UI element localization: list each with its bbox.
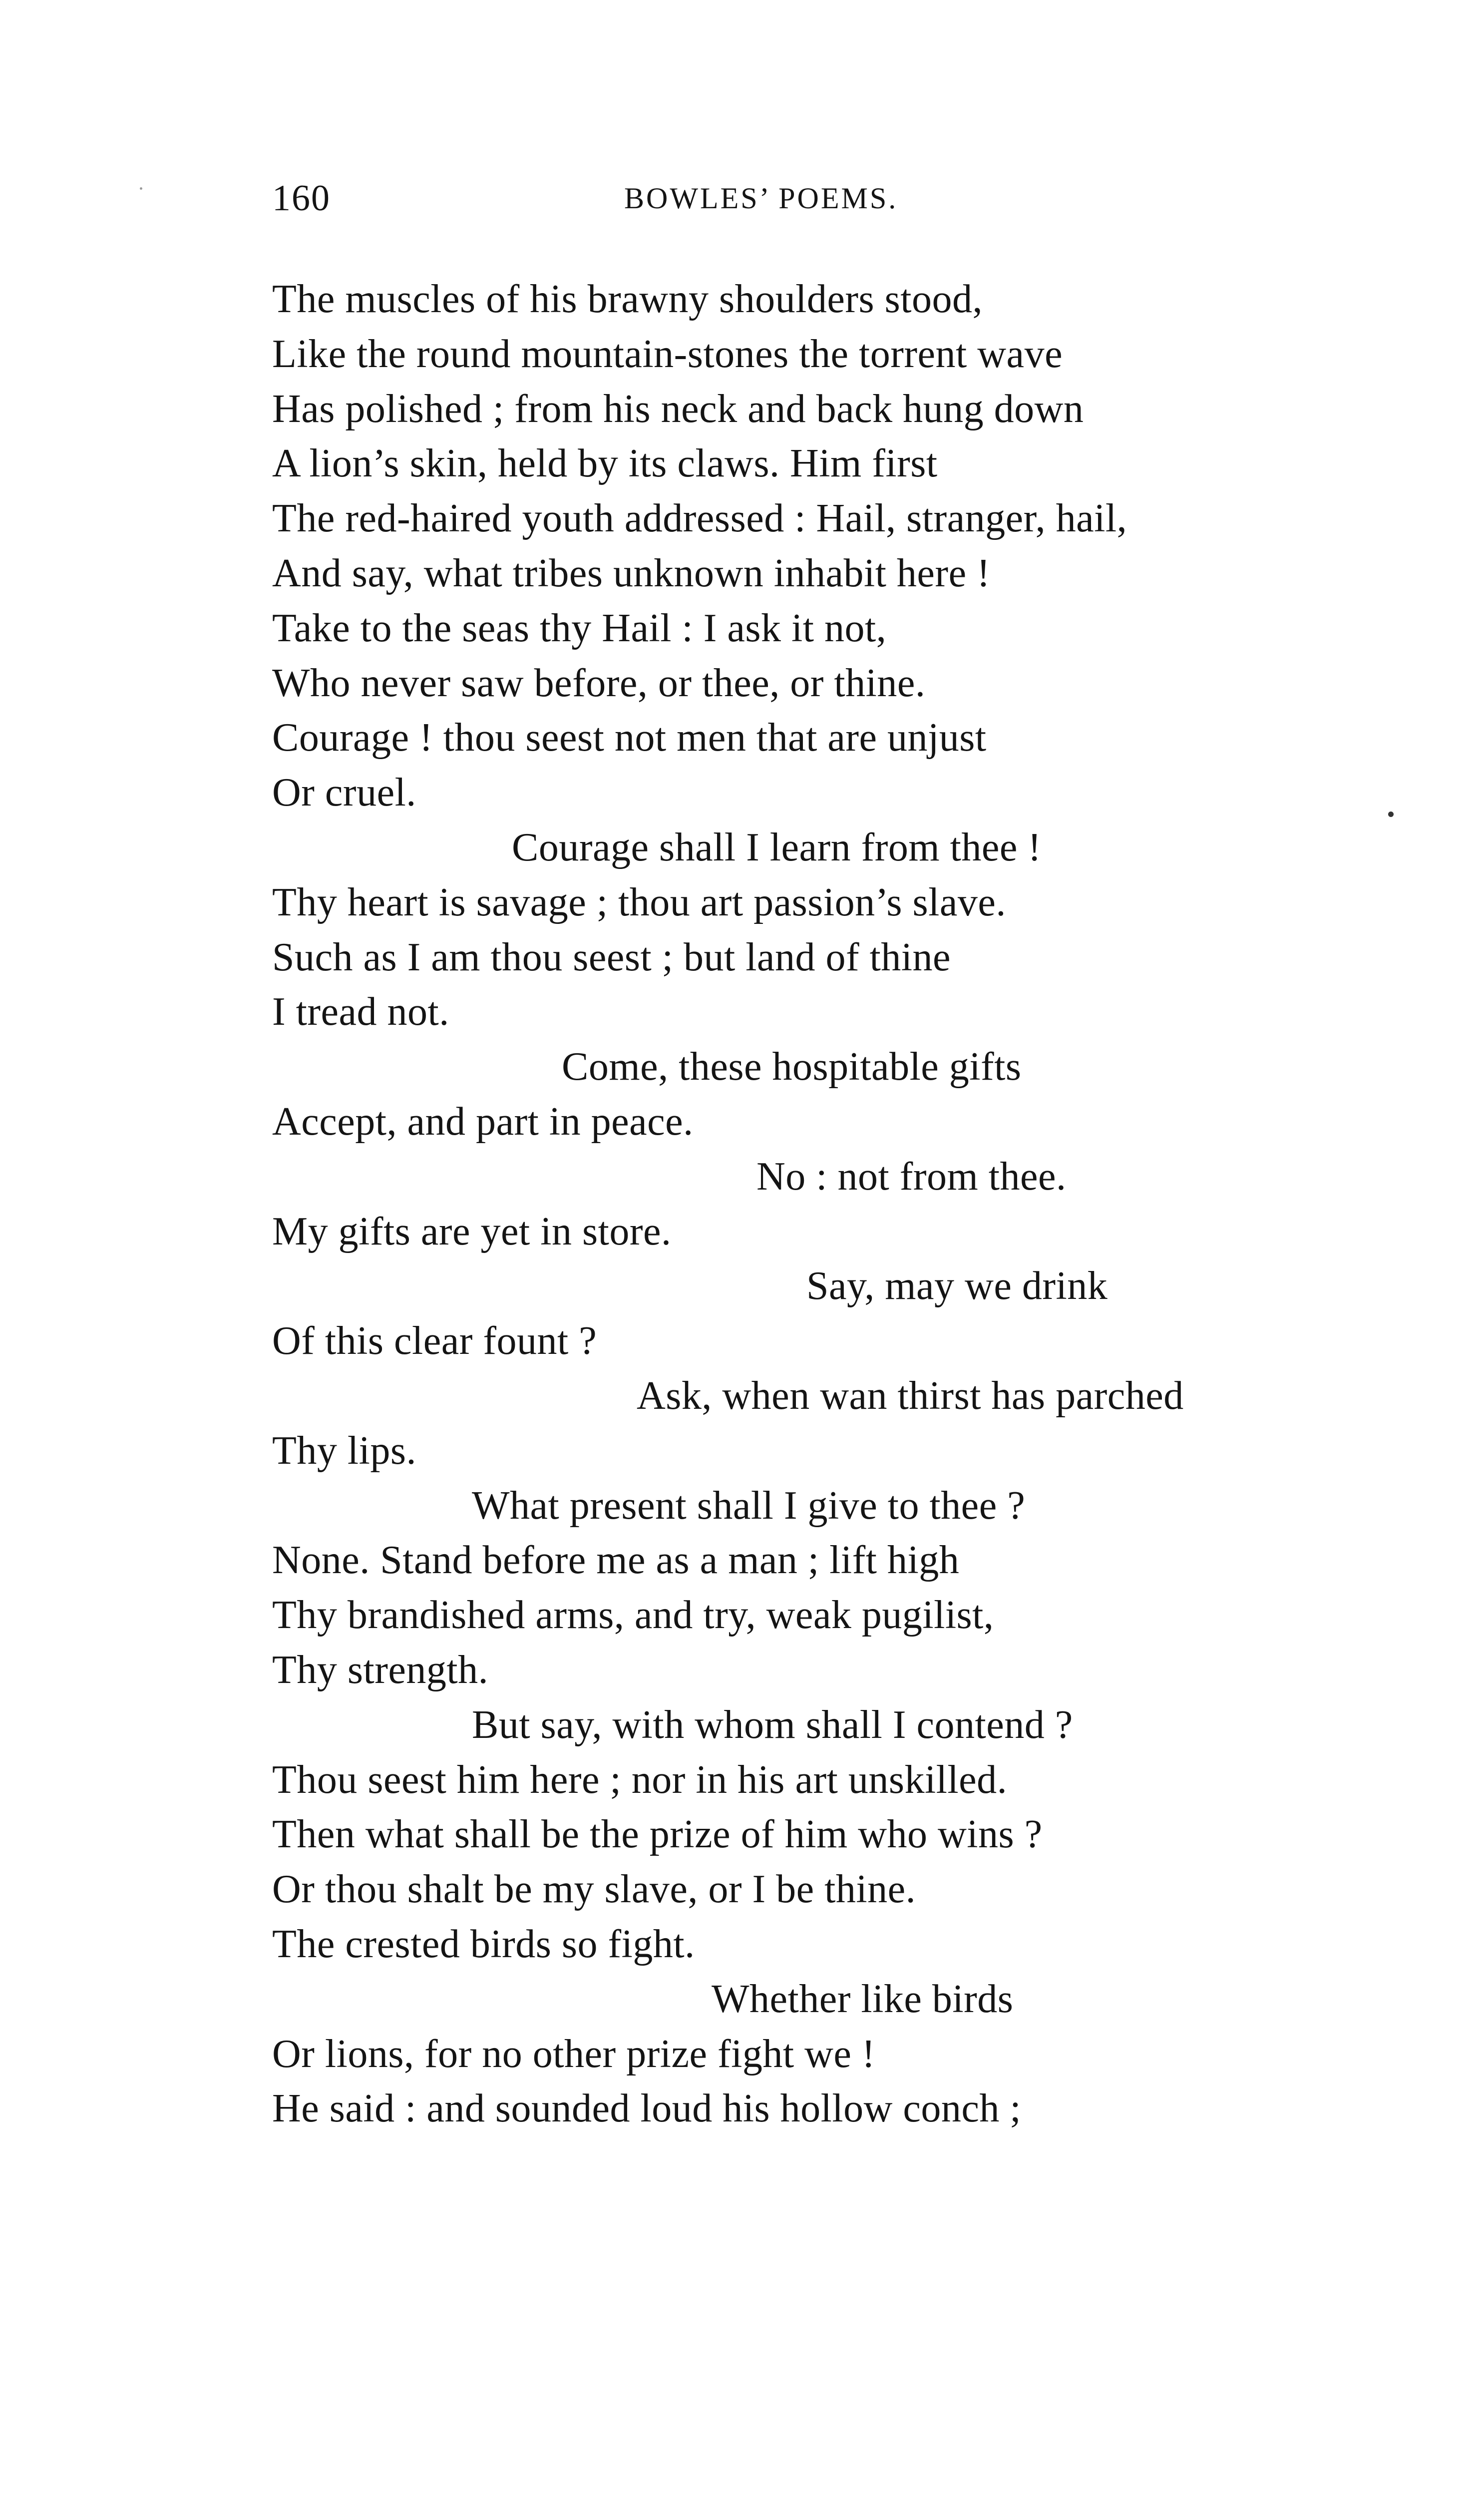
poem-line: Say, may we drink (806, 1264, 1108, 1308)
poem-line: Such as I am thou seest ; but land of thine (272, 935, 951, 979)
poem-line: My gifts are yet in store. (272, 1209, 672, 1253)
poem-line: Then what shall be the prize of him who wins ? (272, 1812, 1043, 1857)
poem-line: I tread not. (272, 990, 449, 1034)
poem-line: The crested birds so fight. (272, 1922, 695, 1966)
poem-line: Thy lips. (272, 1428, 416, 1473)
poem-line: Thou seest him here ; nor in his art unskilled. (272, 1757, 1008, 1802)
poem-line: None. Stand before me as a man ; lift high (272, 1538, 960, 1583)
poem-line: No : not from thee. (756, 1154, 1067, 1199)
poem-line: Thy heart is savage ; thou art passion’s slave. (272, 880, 1006, 924)
poem-line: Or lions, for no other prize fight we ! (272, 2032, 876, 2076)
poem-line: Of this clear fount ? (272, 1319, 597, 1363)
page-header (272, 177, 1221, 232)
poem-line: Or cruel. (272, 771, 416, 815)
poem-line: Courage shall I learn from thee ! (512, 825, 1042, 869)
ink-speck (140, 187, 142, 190)
poem-line: Come, these hospitable gifts (562, 1045, 1022, 1089)
poem-line: Accept, and part in peace. (272, 1099, 694, 1144)
poem-line: The muscles of his brawny shoulders stood, (272, 277, 983, 321)
poem-line: Who never saw before, or thee, or thine. (272, 661, 926, 705)
poem-line: Whether like birds (712, 1977, 1014, 2021)
poem-line: Like the round mountain-stones the torrent wave (272, 332, 1063, 376)
poem-line: The red-haired youth addressed : Hail, stranger, hail, (272, 496, 1127, 541)
poem-line: And say, what tribes unknown inhabit here ! (272, 551, 991, 595)
poem-line: A lion’s skin, held by its claws. Him first (272, 441, 938, 486)
page-number: 160 (272, 178, 331, 219)
poem-line: Ask, when wan thirst has parched (637, 1373, 1184, 1418)
poem-line: Or thou shalt be my slave, or I be thine. (272, 1867, 916, 1912)
running-head: BOWLES’ POEMS. (624, 182, 898, 215)
poem-line: Thy brandished arms, and try, weak pugilist, (272, 1593, 994, 1638)
poem-line: Has polished ; from his neck and back hung down (272, 387, 1084, 431)
poem-line: Take to the seas thy Hail : I ask it not, (272, 606, 887, 650)
ink-speck (1388, 812, 1394, 817)
poem-line: Thy strength. (272, 1648, 489, 1692)
poem-line: But say, with whom shall I contend ? (472, 1702, 1073, 1747)
poem-line: He said : and sounded loud his hollow conch ; (272, 2086, 1022, 2131)
poem-line: What present shall I give to thee ? (472, 1483, 1026, 1528)
poem-line: Courage ! thou seest not men that are unjust (272, 716, 987, 760)
poem-text (272, 272, 1371, 2136)
